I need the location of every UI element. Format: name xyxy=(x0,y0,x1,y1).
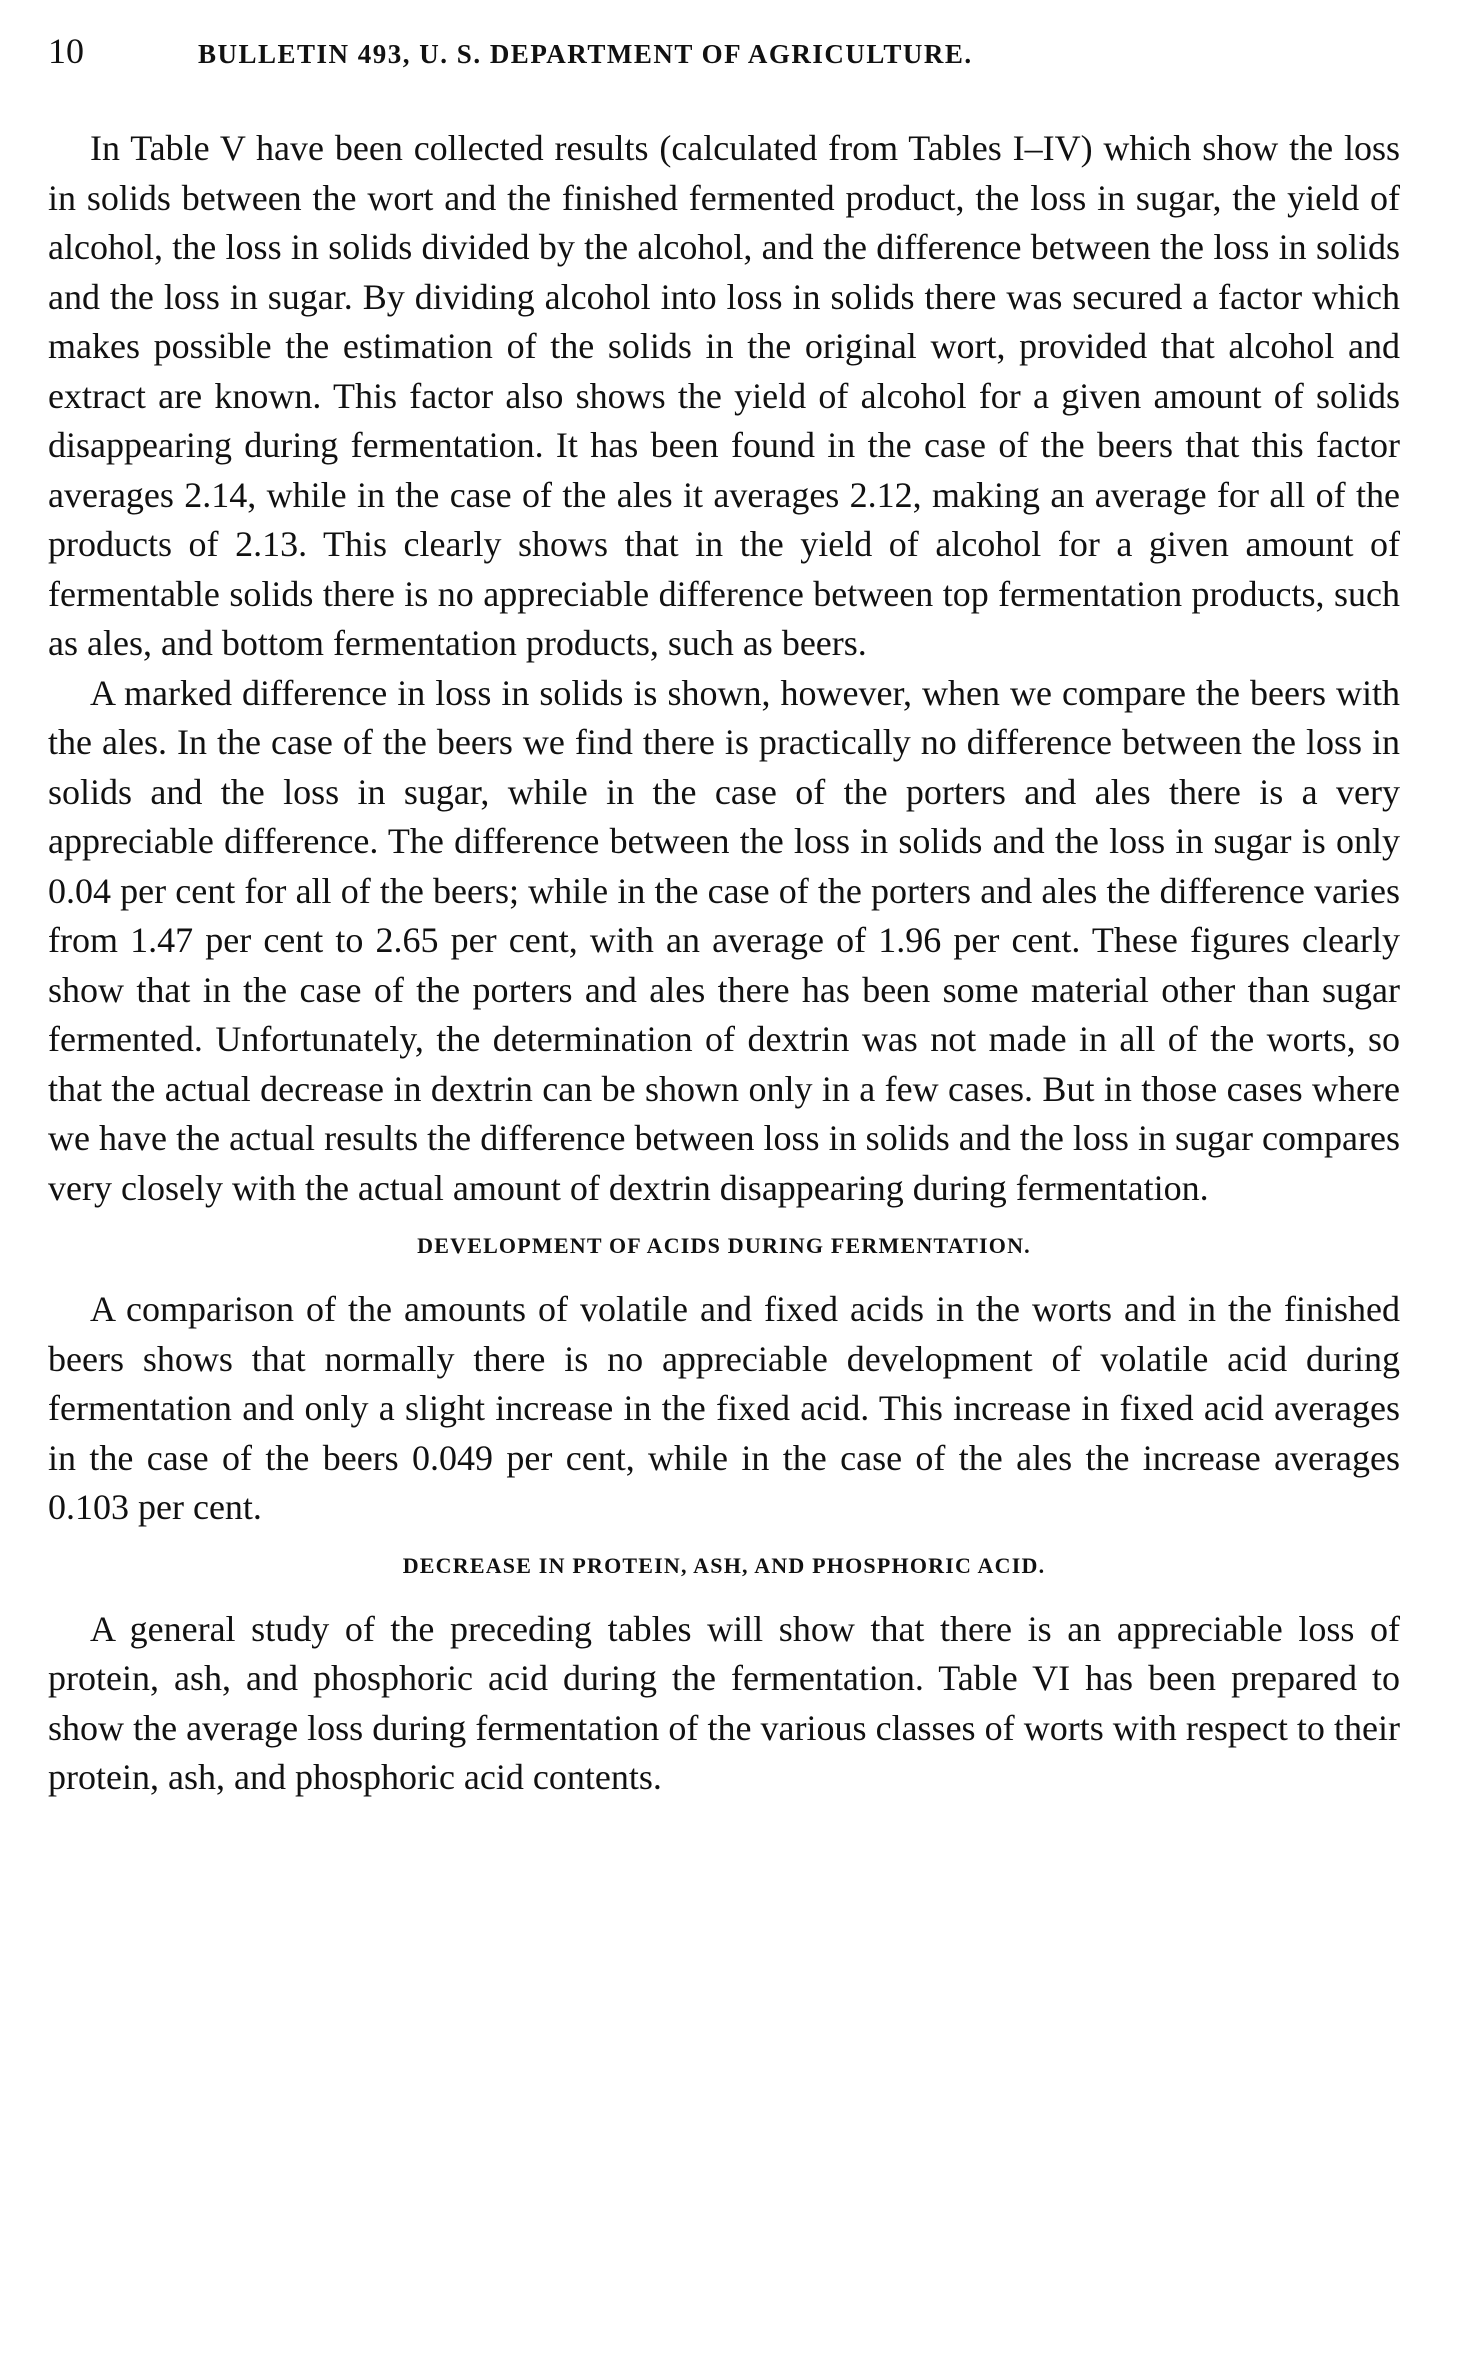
document-page xyxy=(48,30,1400,1803)
section-heading-acids: DEVELOPMENT OF ACIDS DURING FERMENTATION. xyxy=(417,1233,1031,1258)
paragraph-loss-in-solids: A marked difference in loss in solids is shown, however, when we compare the beers with the ales. In the case of the beers we find there is practically no difference between the loss in solids and the loss in sugar, while in the case of the porters and ales there is a very appreciable difference. The difference between the loss in solids and the loss in sugar is only 0.04 per cent for all of the beers; while in the case of the porters and ales the difference varies from 1.47 per cent to 2.65 per cent, with an average of 1.96 per cent. These figures clearly show that in the case of the porters and ales there has been some material other than sugar fermented. Unfortunately, the determination of dextrin was not made in all of the worts, so that the actual decrease in dextrin can be shown only in a few cases. But in those cases where we have the actual results the difference between loss in solids and the loss in sugar compares very closely with the actual amount of dextrin disappearing during fermentation. xyxy=(48,672,1400,1208)
running-title: BULLETIN 493, U. S. DEPARTMENT OF AGRICULTURE. xyxy=(198,39,973,69)
section-heading-protein-ash: DECREASE IN PROTEIN, ASH, AND PHOSPHORIC ACID. xyxy=(402,1552,1046,1578)
page-number: 10 xyxy=(48,31,84,71)
paragraph-protein-ash: A general study of the preceding tables will show that there is an appreciable loss of protein, ash, and phosphoric acid during the fermentation. Table VI has been prepared to show the average loss during fermentation of the various classes of worts with respect to their protein, ash, and phosphoric acid contents. xyxy=(48,1608,1400,1797)
running-head xyxy=(48,30,1400,90)
paragraph-table-v-results: In Table V have been collected results (calculated from Tables I–IV) which show the loss in solids between the wort and the finished fermented product, the loss in sugar, the yield of alcohol, the loss in solids divided by the alcohol, and the difference between the loss in solids and the loss in sugar. By dividing alcohol into loss in solids there was secured a factor which makes possible the estimation of the solids in the original wort, provided that alcohol and extract are known. This factor also shows the yield of alcohol for a given amount of solids disappearing during fermentation. It has been found in the case of the beers that this factor averages 2.14, while in the case of the ales it averages 2.12, making an average for all of the products of 2.13. This clearly shows that in the yield of alcohol for a given amount of fermentable solids there is no appreciable difference between top fermentation products, such as ales, and bottom fermentation products, such as beers. xyxy=(48,128,1400,663)
paragraph-acids: A comparison of the amounts of volatile and fixed acids in the worts and in the finished beers shows that normally there is no appreciable development of volatile acid during fermentation and only a slight increase in the fixed acid. This increase in fixed acid averages in the case of the beers 0.049 per cent, while in the case of the ales the increase averages 0.103 per cent. xyxy=(48,1289,1400,1527)
